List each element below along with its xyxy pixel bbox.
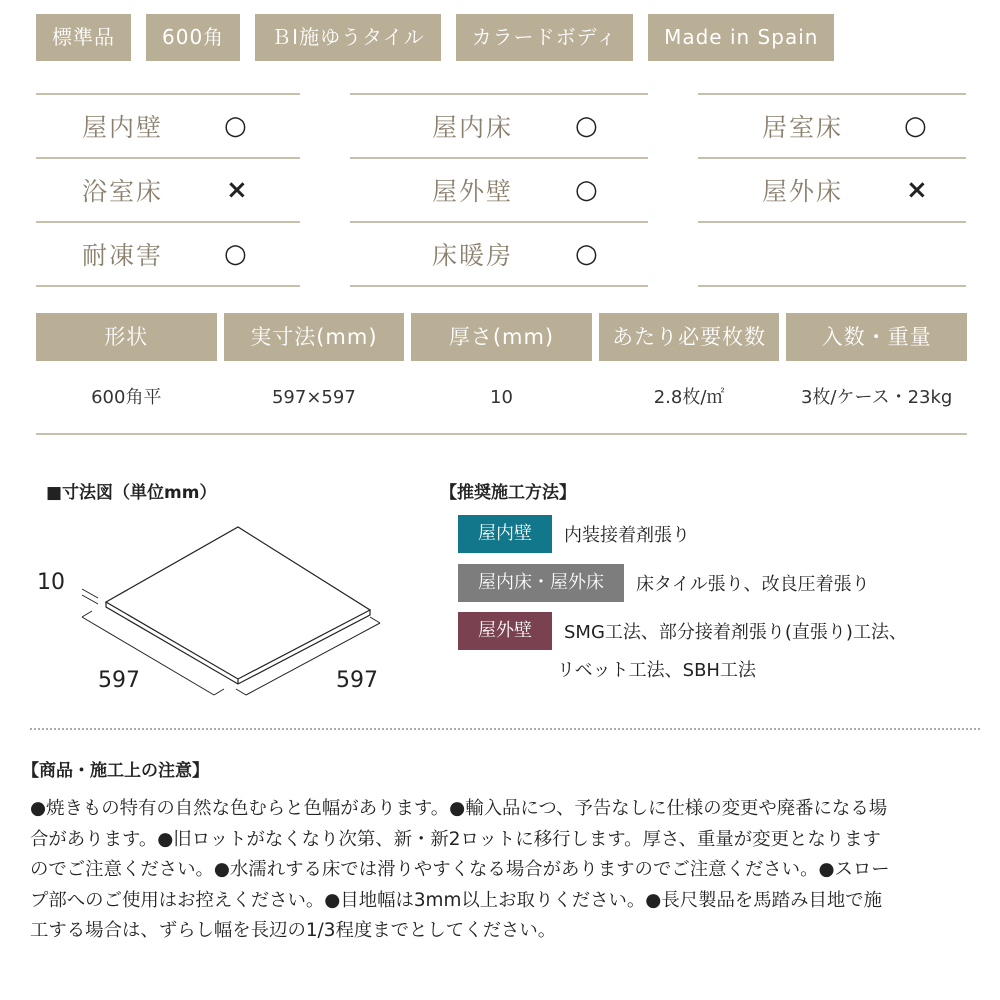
notes-title: 【商品・施工上の注意】 <box>22 761 209 781</box>
method-desc: 床タイル張り、改良圧着張り <box>636 574 870 595</box>
spec-cell-shape: 600角平 <box>91 387 162 408</box>
spec-table <box>36 313 967 435</box>
usage-label: 床暖房 <box>432 241 514 270</box>
usage-mark: ○ <box>575 175 598 205</box>
notes-line: のでご注意ください。●水濡れする床では滑りやすくなる場合がありますのでご注意ください。●スロー <box>30 859 890 880</box>
method-title: 【推奨施工方法】 <box>440 483 576 503</box>
usage-cell <box>350 93 648 157</box>
method-row-floor <box>458 564 870 602</box>
usage-cell <box>350 157 648 221</box>
notes-body <box>30 794 970 947</box>
usage-grid <box>36 93 966 289</box>
method-row-interior-wall <box>458 515 690 553</box>
usage-cell <box>36 157 300 221</box>
usage-mark: ○ <box>904 111 927 141</box>
usage-mark: ○ <box>575 239 598 269</box>
method-desc-continued: リベット工法、SBH工法 <box>557 660 756 681</box>
usage-cell <box>350 221 648 287</box>
usage-label: 浴室床 <box>82 177 164 206</box>
usage-label: 屋外床 <box>762 177 844 206</box>
usage-cell <box>36 93 300 157</box>
usage-label: 屋外壁 <box>432 177 514 206</box>
usage-label: 屋内壁 <box>82 113 164 142</box>
usage-column-3 <box>698 93 966 287</box>
usage-mark: × <box>226 175 248 205</box>
notes-line: 合があります。●旧ロットがなくなり次第、新・新2ロットに移行します。厚さ、重量が変更となります <box>30 828 881 850</box>
spec-cell-thickness: 10 <box>490 387 513 408</box>
usage-cell <box>698 93 966 157</box>
spec-data-row <box>36 361 967 435</box>
spec-header-pack: 入数・重量 <box>786 313 967 361</box>
usage-mark: ○ <box>575 111 598 141</box>
usage-label: 居室床 <box>762 113 844 142</box>
spec-cell-per-sqm: 2.8枚/㎡ <box>653 387 725 408</box>
dotted-divider <box>30 728 980 730</box>
spec-header-size: 実寸法(mm) <box>224 313 405 361</box>
spec-cell-size: 597×597 <box>271 387 356 408</box>
spec-header-per-sqm: あたり必要枚数 <box>599 313 780 361</box>
usage-mark: × <box>906 175 928 205</box>
method-tag: 屋外壁 <box>458 612 552 650</box>
usage-cell <box>698 221 966 287</box>
tile-top-face <box>106 527 370 679</box>
dimension-width-label: 597 <box>98 668 140 693</box>
method-row-exterior-wall <box>458 612 907 650</box>
tag-size: 600角 <box>146 14 240 61</box>
notes-line: ●焼きもの特有の自然な色むらと色幅があります。●輸入品につ、予告なしに仕様の変更や廃番になる場 <box>30 798 888 819</box>
method-tag: 屋内床・屋外床 <box>458 564 624 602</box>
tag-body: カラードボディ <box>456 14 633 61</box>
notes-line: 工する場合は、ずらし幅を長辺の1/3程度までとしてください。 <box>30 920 557 941</box>
tag-glaze: ＢⅠ施ゆうタイル <box>255 14 441 61</box>
method-desc: SMG工法、部分接着剤張り(直張り)工法、 <box>564 622 907 643</box>
method-desc: 内装接着剤張り <box>564 525 690 546</box>
notes-line: プ部へのご使用はお控えください。●目地幅は3mm以上お取りください。●長尺製品を馬踏み目地で施 <box>30 889 883 911</box>
usage-column-2 <box>350 93 648 287</box>
dimension-title: ■寸法図（単位mm） <box>46 483 217 503</box>
dimension-depth-label: 597 <box>336 668 378 693</box>
usage-mark: ○ <box>224 239 247 269</box>
method-tag: 屋内壁 <box>458 515 552 553</box>
usage-cell <box>698 157 966 221</box>
spec-header-shape: 形状 <box>36 313 217 361</box>
tag-standard: 標準品 <box>36 14 131 61</box>
usage-mark: ○ <box>224 111 247 141</box>
usage-label: 耐凍害 <box>82 241 164 270</box>
usage-column-1 <box>36 93 300 287</box>
usage-cell <box>36 221 300 287</box>
spec-header-row <box>36 313 967 361</box>
dimension-thickness-label: 10 <box>37 570 65 595</box>
spec-header-thickness: 厚さ(mm) <box>411 313 592 361</box>
spec-cell-pack: 3枚/ケース・23kg <box>800 387 953 408</box>
product-tags <box>36 14 834 61</box>
tag-origin: Made in Spain <box>648 14 834 61</box>
usage-label: 屋内床 <box>432 113 514 142</box>
